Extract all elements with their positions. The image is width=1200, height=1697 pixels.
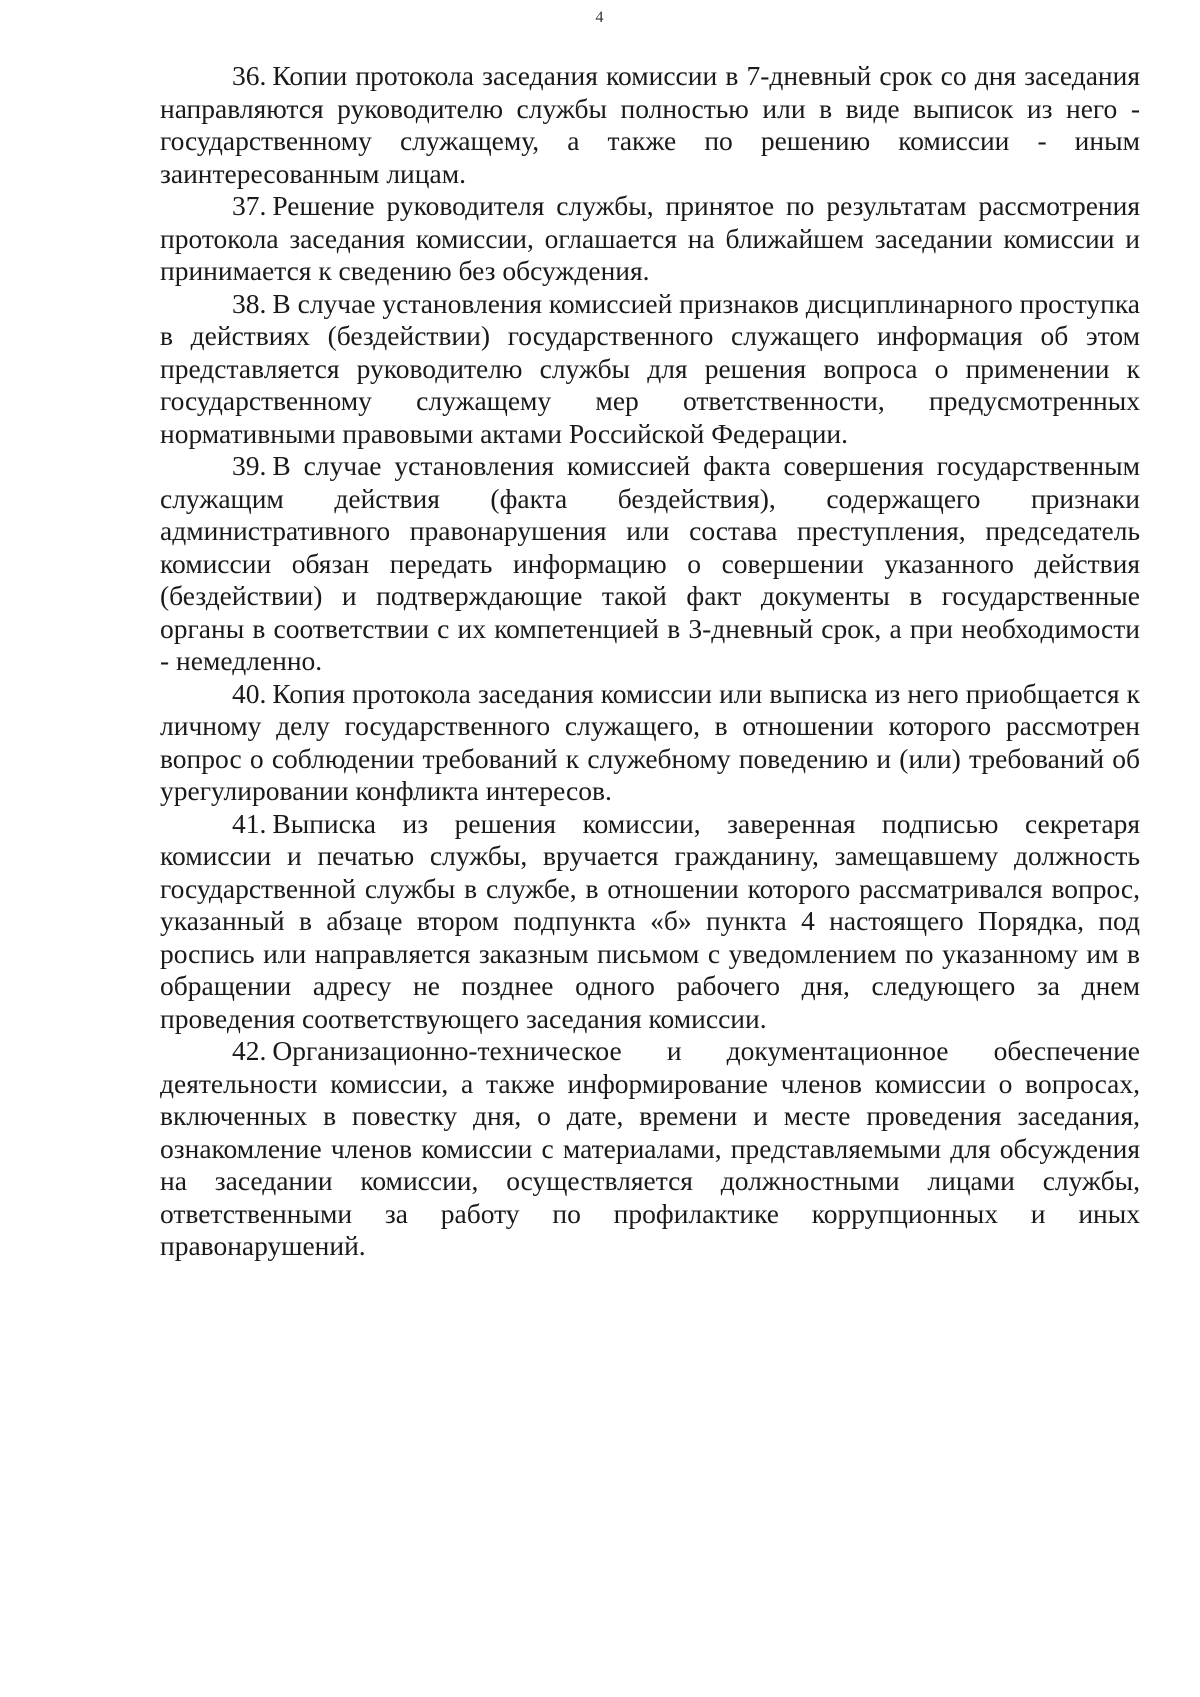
paragraph-text: В случае установления комиссией признаков дисциплинарного проступка в действиях (бездействии) государственного служащего информация об этом представляется руководителю службы для решения вопроса о применении к государственному служащему мер ответственности, предусмотренных нормативными правовыми актами Российской Федерации.: [160, 287, 1140, 449]
paragraph-36: [160, 60, 1140, 190]
paragraph-41: [160, 808, 1140, 1036]
paragraph-40: [160, 678, 1140, 808]
page-number: 4: [595, 9, 605, 26]
paragraph-number: 40.: [232, 677, 267, 709]
paragraph-42: [160, 1035, 1140, 1263]
paragraph-text: Копия протокола заседания комиссии или выписка из него приобщается к личному делу государственного служащего, в отношении которого рассмотрен вопрос о соблюдении требований к служебному поведению и (или) требований об урегулировании конфликта интересов.: [160, 677, 1140, 806]
paragraph-38: [160, 288, 1140, 451]
paragraph-number: 38.: [232, 287, 267, 319]
document-body: [160, 60, 1140, 1263]
paragraph-text: Выписка из решения комиссии, заверенная подписью секретаря комиссии и печатью службы, вручается гражданину, замещавшему должность государственной службы в службе, в отношении которого рассматривался вопрос, указанный в абзаце втором подпункта «б» пункта 4 настоящего Порядка, под роспись или направляется заказным письмом с уведомлением по указанному им в обращении адресу не позднее одного рабочего дня, следующего за днем проведения соответствующего заседания комиссии.: [160, 807, 1140, 1034]
paragraph-text: Решение руководителя службы, принятое по результатам рассмотрения протокола заседания комиссии, оглашается на ближайшем заседании комиссии и принимается к сведению без обсуждения.: [160, 190, 1140, 286]
paragraph-text: В случае установления комиссией факта совершения государственным служащим действия (факта бездействия), содержащего признаки административного правонарушения или состава преступления, председатель комиссии обязан передать информацию о совершении указанного действия (бездействии) и подтверждающие такой факт документы в государственные органы в соответствии с их компетенцией в 3-дневный срок, а при необходимости - немедленно.: [160, 450, 1140, 676]
paragraph-number: 36.: [232, 60, 267, 91]
paragraph-number: 41.: [232, 807, 267, 839]
paragraph-39: [160, 450, 1140, 678]
paragraph-text: Копии протокола заседания комиссии в 7-дневный срок со дня заседания направляются руководителю службы полностью или в виде выписок из него - государственному служащему, а также по решению комиссии - иным заинтересованным лицам.: [160, 60, 1140, 189]
paragraph-37: [160, 190, 1140, 288]
paragraph-number: 39.: [232, 450, 267, 481]
paragraph-number: 37.: [232, 190, 267, 221]
paragraph-number: 42.: [232, 1035, 267, 1066]
paragraph-text: Организационно-техническое и документационное обеспечение деятельности комиссии, а также информирование членов комиссии о вопросах, включенных в повестку дня, о дате, времени и месте проведения заседания, ознакомление членов комиссии с материалами, представляемыми для обсуждения на заседании комиссии, осуществляется должностными лицами службы, ответственными за работу по профилактике коррупционных и иных правонарушений.: [160, 1035, 1140, 1261]
